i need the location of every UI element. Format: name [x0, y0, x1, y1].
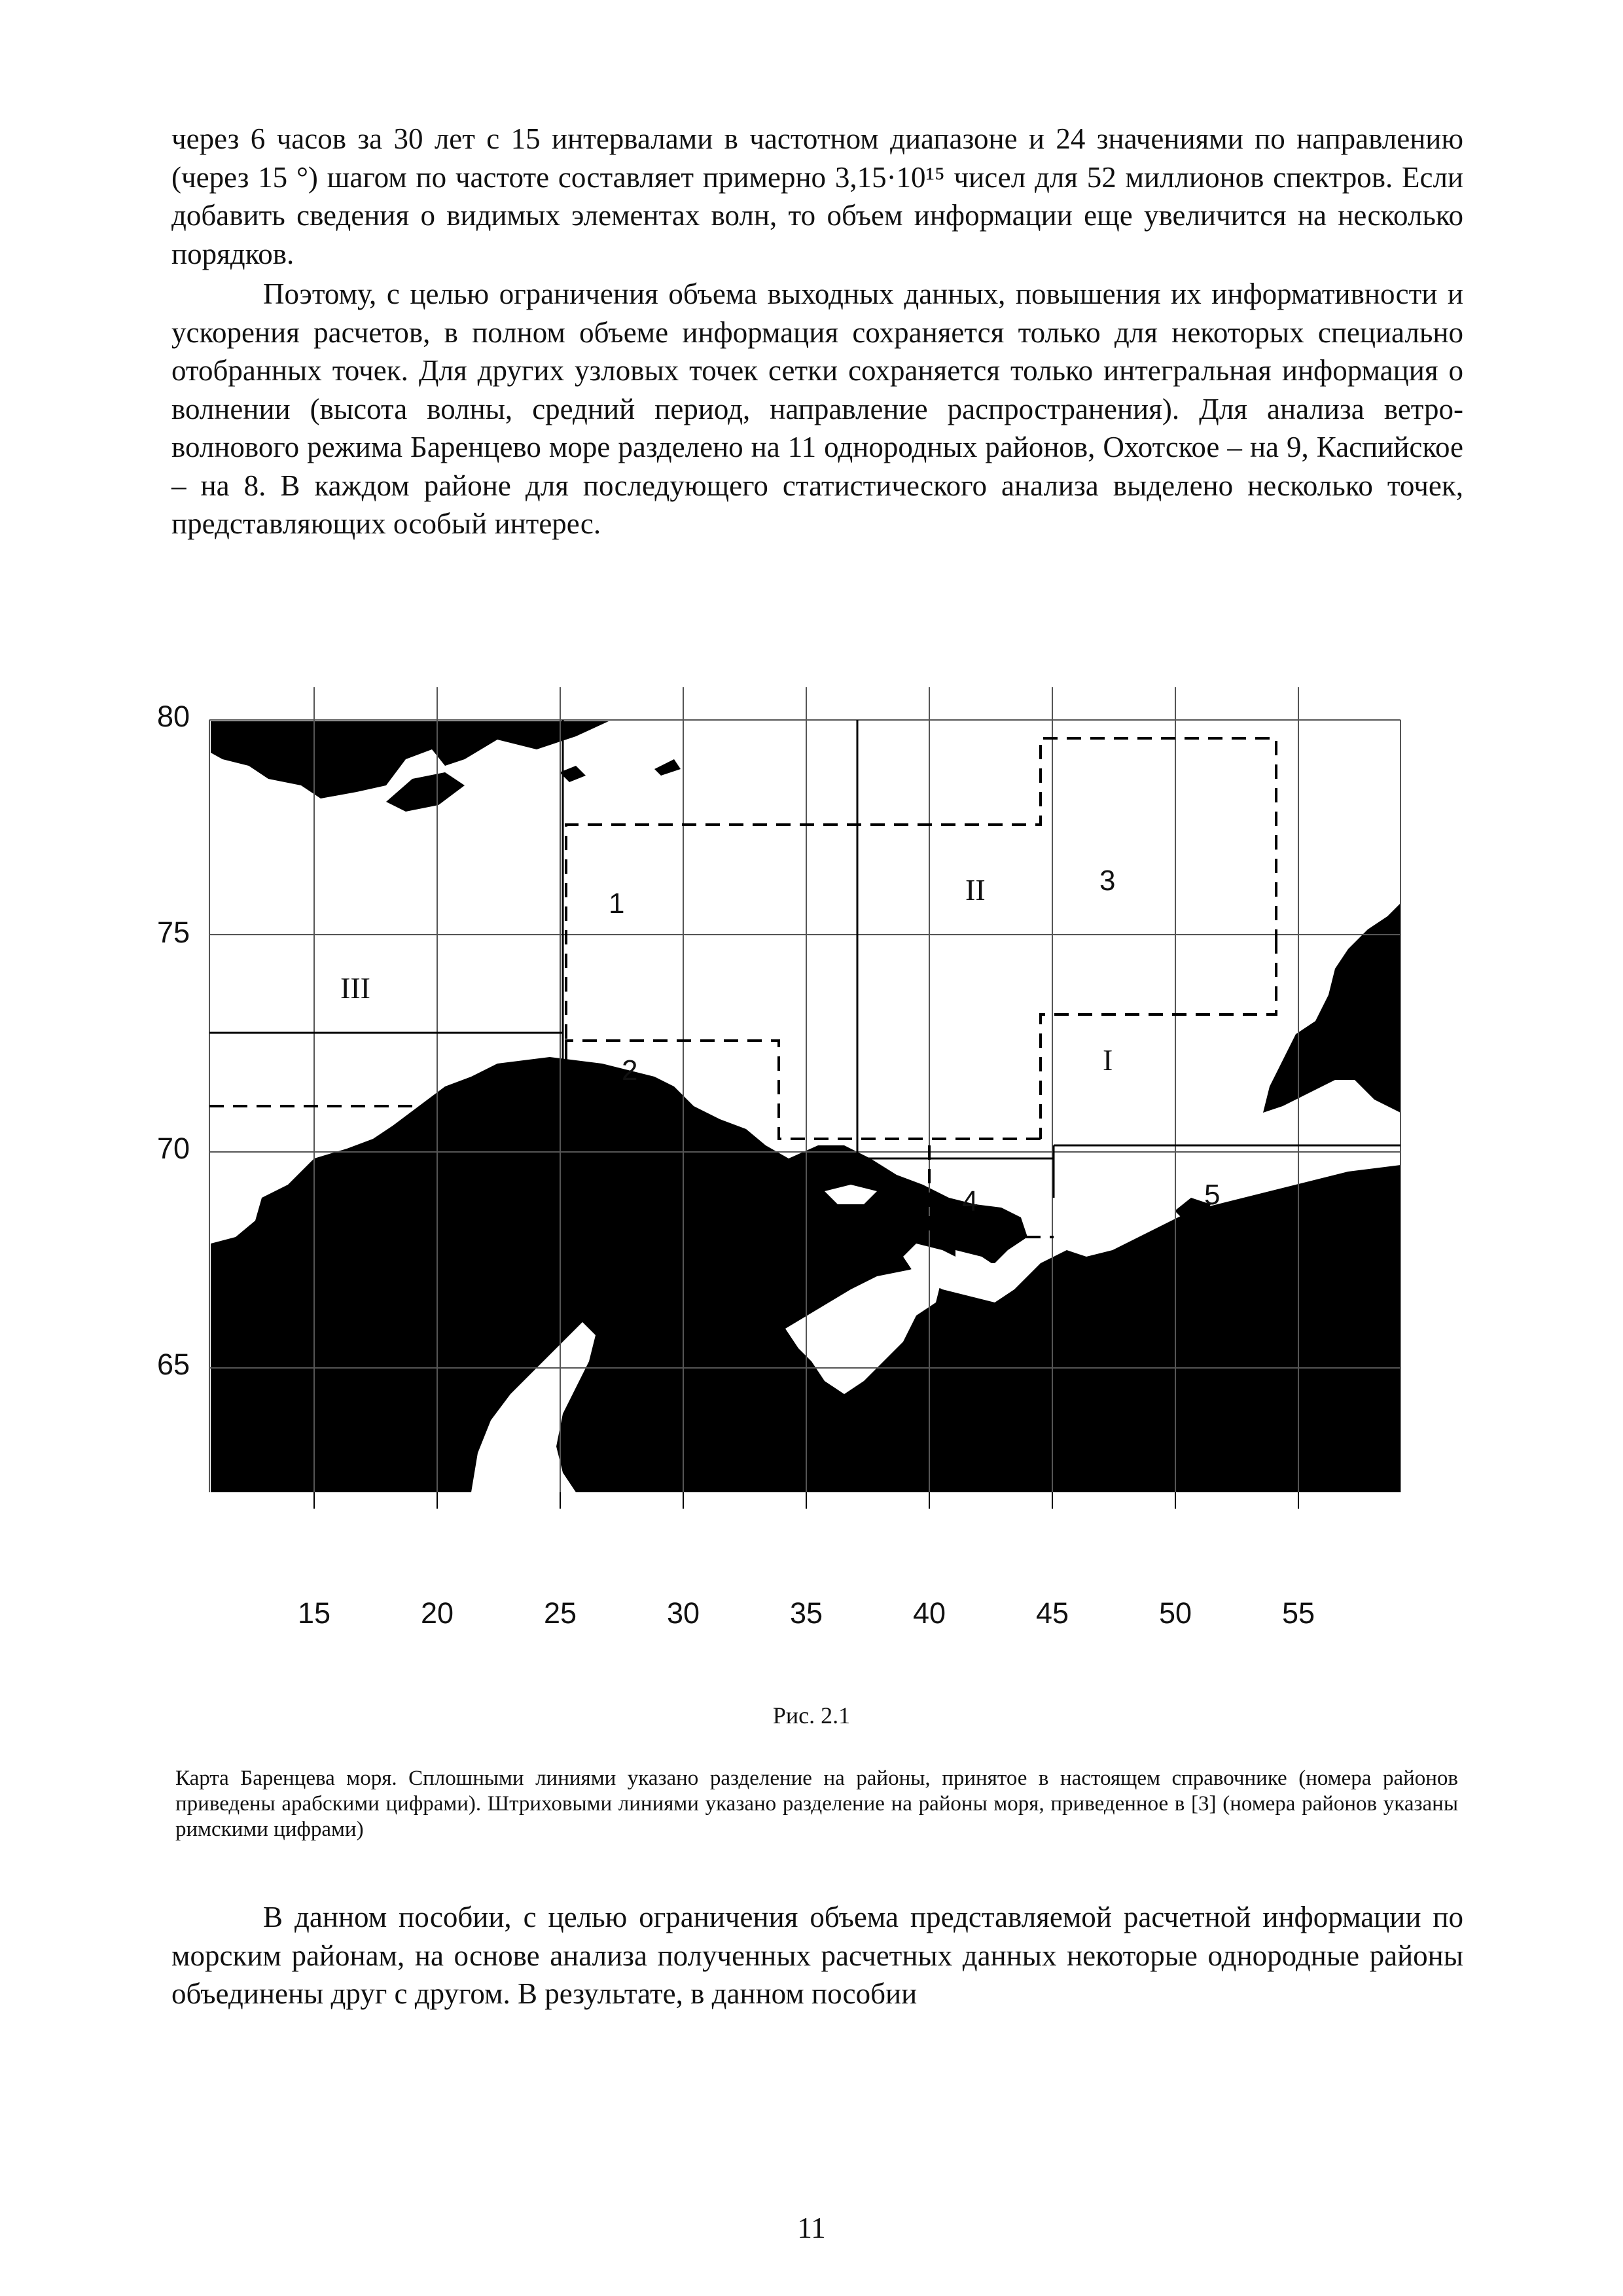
paragraph-2: Поэтому, с целью ограничения объема выходных данных, повышения их информативности и ускорения расчетов, в полном объеме информация сохраняется только для некоторых специально отобранных точек. Для других узловых точек сетки сохраняется только интегральная информация о волнении (высота волны, средний период, направление распространения). Для анализа ветро-волнового режима Баренцево море разделено на 11 однородных районов, Охотское – на 9, Каспийское – на 8. В каждом районе для последующего статистического анализа выделено несколько точек, представляющих особый интерес.: [171, 278, 1463, 540]
lat-tick: 80: [157, 700, 190, 733]
lat-tick: 65: [157, 1348, 190, 1381]
lat-tick: 70: [157, 1132, 190, 1165]
lon-tick: 35: [790, 1596, 823, 1630]
lon-tick: 30: [667, 1596, 700, 1630]
region-label-I: I: [1103, 1043, 1113, 1077]
region-label-2: 2: [622, 1054, 638, 1086]
page-number: 11: [797, 2212, 826, 2244]
figure-caption: Карта Баренцева моря. Сплошными линиями указано разделение на районы, принятое в настоящем справочнике (номера районов приведены арабскими цифрами). Штриховыми линиями указано разделение на районы моря, приведенное в [3] (номера районов указаны римскими цифрами): [175, 1767, 1458, 1841]
figure-label: Рис. 2.1: [772, 1702, 851, 1729]
lon-tick: 15: [298, 1596, 331, 1630]
region-label-5: 5: [1204, 1179, 1221, 1211]
barents-sea-map: [157, 687, 1466, 1643]
lon-tick: 55: [1282, 1596, 1315, 1630]
region-label-III: III: [340, 971, 370, 1005]
lat-tick: 75: [157, 916, 190, 949]
tick-marks: [314, 1492, 1298, 1509]
paragraph-1: через 6 часов за 30 лет с 15 интервалами в частотном диапазоне и 24 значениями по направлению (через 15 °) шагом по частоте составляет примерно 3,15·10¹⁵ чисел для 52 миллионов спектров. Если добавить сведения о видимых элементах волн, то объем информации еще увеличится на несколько порядков.: [171, 122, 1463, 270]
region-label-1: 1: [609, 888, 625, 920]
lon-tick: 20: [421, 1596, 454, 1630]
paragraph-3: В данном пособии, с целью ограничения объема представляемой расчетной информации по морским районам, на основе анализа полученных расчетных данных некоторые однородные районы объединены друг с другом. В результате, в данном пособии: [171, 1901, 1463, 2010]
region-label-II: II: [965, 873, 986, 906]
lon-tick: 25: [544, 1596, 577, 1630]
region-label-4: 4: [962, 1185, 978, 1217]
lon-tick: 50: [1159, 1596, 1192, 1630]
region-label-3: 3: [1099, 865, 1116, 897]
lon-tick: 45: [1036, 1596, 1069, 1630]
lon-tick: 40: [913, 1596, 946, 1630]
